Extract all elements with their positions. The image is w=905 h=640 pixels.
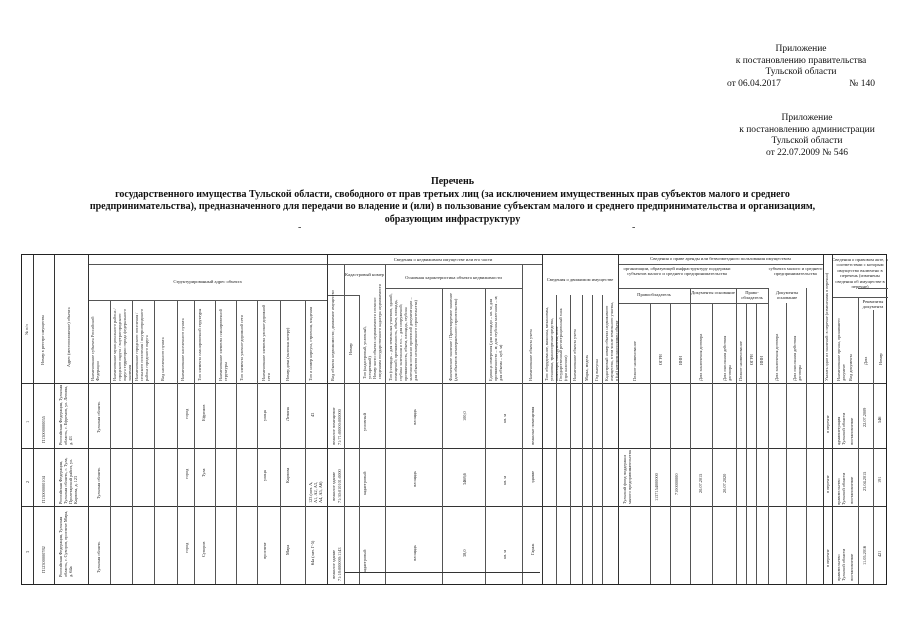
cell-settlement-type: город bbox=[184, 408, 189, 419]
cell-act-number: 421 bbox=[877, 550, 882, 557]
col-header-main-unit: Единица измерения (для площади – кв. м; для протяженности – м; для глубины залегания – м; для объема – куб. м) bbox=[488, 295, 503, 381]
col-header-movable-model: Марка, модель bbox=[584, 354, 589, 381]
col-header-act-kind: Вид документа bbox=[848, 354, 853, 381]
column-rule bbox=[736, 288, 737, 584]
group-header-main-characteristic: Основная характеристика объекта недвижимости bbox=[405, 275, 502, 280]
col-header-main-type: Тип (площадь – для земельных участков, зданий, помещений; протяженность, объем, площадь, глубина залегания и т.п. – для сооружений; протяженность, объем, площадь, глубина залегания согласно проектной документации – для объектов незавершенного строительства) bbox=[388, 293, 418, 381]
column-rule bbox=[746, 303, 747, 584]
cell-act-kind: постановление bbox=[849, 417, 854, 445]
column-rule bbox=[542, 255, 543, 584]
group-header-holder2: Право-обладатель bbox=[741, 290, 763, 301]
col-header-movable-plate: Государственный регистрационный знак (при наличии) bbox=[558, 308, 568, 381]
cell-act-date: 23.04.2015 bbox=[862, 471, 867, 491]
header-government-decree bbox=[727, 44, 875, 90]
column-rule bbox=[132, 300, 133, 584]
col-header-movable-cadastral: Кадастровый номер объекта недвижимого имущества, в том числе земельного участка, в (на) котором расположен объект bbox=[604, 301, 619, 381]
col-header-cadastral-number: Номер bbox=[348, 343, 353, 355]
column-rule bbox=[280, 300, 281, 584]
group-header-act-requisites: Реквизиты документа bbox=[862, 299, 884, 310]
column-rule bbox=[327, 255, 328, 584]
cell-cadastral: 71:30:010101:0000 bbox=[337, 469, 342, 503]
cell-main-type: площадь bbox=[412, 471, 417, 487]
column-rule bbox=[215, 300, 216, 584]
column-rule bbox=[768, 288, 769, 584]
cell-object-kind: нежилое помещение bbox=[331, 407, 336, 445]
column-rule bbox=[305, 300, 306, 584]
col-header-holder2-fullname: Полное наименование bbox=[738, 341, 743, 381]
cell-street-type: проспект bbox=[262, 542, 267, 559]
group-header-act: Сведения о правовом акте, в соответствии с которым имущество включено в перечень (изменены сведения об имуществе в перечне) bbox=[832, 257, 888, 290]
column-rule bbox=[858, 297, 859, 584]
cell-cadastral-type: кадастровый bbox=[362, 549, 367, 573]
column-rule bbox=[33, 255, 34, 584]
col-header-act-number: Номер bbox=[878, 353, 883, 365]
cell-subject: Тульская область bbox=[96, 467, 101, 499]
cell-cadastral: 71:71:00000:000000 bbox=[337, 409, 342, 445]
cell-holder-name: Тульский фонд поддержки малого предпринимательства bbox=[622, 450, 632, 504]
col-header-list-flag: Указать одно из значений: в перечне (изменениях в перечни) bbox=[824, 272, 829, 381]
col-header-cadastral-type: Тип (кадастровый, условный, устаревший) bbox=[362, 326, 372, 379]
cell-act-date: 11.05.2016 bbox=[862, 545, 867, 565]
cell-main-unit: кв. м bbox=[502, 414, 507, 423]
column-rule bbox=[756, 303, 757, 584]
title-line2: государственного имущества Тульской области, свободного от прав третьих лиц (за исключением имущественных прав субъектов малого и среднего bbox=[115, 188, 790, 200]
cell-main-unit: кв. м bbox=[502, 476, 507, 485]
column-rule bbox=[806, 288, 807, 584]
header-admin-line4: от 22.07.2009 № 546 bbox=[766, 147, 848, 158]
cell-number: 3 bbox=[25, 550, 30, 553]
cell-act-number: 191 bbox=[877, 476, 882, 483]
cell-registry: П12300000782 bbox=[41, 546, 46, 573]
col-header-part-number: Номер части объекта недвижимости согласно сведениям государственного кадастра недвижимости bbox=[372, 284, 382, 379]
title-line1: Перечень bbox=[430, 176, 475, 187]
cell-act-kind: постановление bbox=[849, 476, 854, 504]
col-header-plan-element-name: Наименование элемента планировочной структуры bbox=[218, 309, 228, 381]
cell-registry: П13000000104 bbox=[41, 476, 46, 503]
cell-main-value: 3468,6 bbox=[462, 473, 467, 485]
cell-address: Российская Федерация, Тульская область, г. Тула, Пролетарский район, ул. Карпова, д. 123 bbox=[58, 457, 78, 504]
column-rule bbox=[442, 288, 443, 584]
col-header-building: Тип и номер корпуса, строения, владения bbox=[308, 307, 313, 381]
title-line3: предпринимательства), предназначенного для передачи во владение и (или) в пользование субъектам малого и среднего предпринимательства и организациям, bbox=[89, 201, 816, 212]
footer-rule bbox=[345, 572, 540, 573]
header-gov-line1: Приложение bbox=[775, 44, 827, 54]
col-header-act-org: Наименование органа, принявшего документ bbox=[836, 318, 846, 381]
group-header-realty: Сведения о недвижимом имуществе или его части bbox=[393, 257, 493, 262]
cell-doc-start: 20.07.2015 bbox=[698, 473, 703, 493]
col-header-holder-ogrn: ОГРН bbox=[658, 354, 663, 365]
col-header-holder-fullname: Полное наименование bbox=[632, 341, 637, 381]
column-rule bbox=[570, 295, 571, 584]
header-gov-line3: Тульской области bbox=[765, 67, 837, 77]
col-header-street-type: Тип элемента улично-дорожной сети bbox=[239, 315, 244, 381]
cell-holder-inn: 7100000000 bbox=[674, 473, 679, 495]
header-rule bbox=[385, 288, 522, 289]
column-rule bbox=[832, 255, 833, 584]
col-header-house-number: Номер дома (включая литеру) bbox=[285, 327, 290, 381]
document-title bbox=[20, 176, 885, 226]
cell-street: Карпова bbox=[285, 467, 290, 483]
cell-settlement-type: город bbox=[184, 468, 189, 479]
col-header-address: Адрес (местоположение) объекта bbox=[66, 307, 71, 367]
cell-main-type: площадь bbox=[412, 545, 417, 561]
header-rule bbox=[327, 264, 542, 265]
header-admin-line3: Тульской области bbox=[771, 136, 843, 146]
cell-address: Российская Федерация, Тульская область, г. Ефремов, ул. Ленина, д. 43 bbox=[58, 384, 73, 445]
cell-cadastral-type: кадастровый bbox=[362, 471, 367, 495]
col-header-movable-year: Год выпуска bbox=[594, 358, 599, 381]
cell-act-org: правительство Тульской области bbox=[836, 548, 846, 581]
cell-settlement: Суворов bbox=[201, 541, 206, 557]
col-header-object-name: Наименование объекта учета bbox=[528, 329, 533, 381]
column-rule bbox=[786, 303, 787, 584]
column-rule bbox=[177, 300, 178, 584]
cell-cadastral-type: условный bbox=[362, 413, 367, 431]
cell-house: 123 (лит. А, А1, А2, А3, А4, А5, А6) bbox=[308, 481, 323, 503]
group-header-sme: субъекта малого и среднего предпринимательства bbox=[768, 266, 823, 277]
group-header-movable: Сведения о движимом имуществе bbox=[546, 277, 614, 282]
cell-object-kind: нежилое здание bbox=[331, 549, 336, 579]
cell-list-flag: в перечне bbox=[825, 415, 830, 433]
column-rule bbox=[582, 295, 583, 584]
scan-mark: - bbox=[632, 222, 636, 233]
column-rule bbox=[54, 255, 55, 584]
group-header-infrastructure-org: организации, образующей инфраструктуру поддержки субъектов малого и среднего предпринимательства bbox=[623, 266, 731, 277]
col-header-subject: Наименование субъекта Российской Федерации bbox=[90, 316, 100, 381]
cell-settlement-type: город bbox=[184, 542, 189, 553]
col-header-settlement-area: Наименование городского поселения / сельского поселения / внутригородского района городского округа bbox=[134, 308, 149, 381]
cell-main-type: площадь bbox=[412, 409, 417, 425]
cell-address: Российская Федерация, Тульская область, г. Суворов, проспект Мира, д. 64а bbox=[58, 510, 73, 577]
group-header-rights: Сведения о праве аренды или безвозмездного пользования имуществом bbox=[650, 256, 791, 261]
header-rule bbox=[618, 288, 768, 289]
col-header-movable-type: Тип: оборудование, машины, механизмы, установки, транспортные средства, инвентарь, инструменты, иное bbox=[544, 307, 559, 381]
cell-act-org: администрация Тульской области bbox=[836, 412, 846, 445]
cell-street: Ленина bbox=[285, 407, 290, 421]
col-header-doc2-end: Дата окончания действия договора bbox=[792, 335, 802, 381]
header-admin-line1: Приложение bbox=[781, 113, 833, 123]
column-rule bbox=[602, 295, 603, 584]
cell-act-date: 22.07.2009 bbox=[862, 407, 867, 427]
cell-main-value: 100,0 bbox=[462, 411, 467, 421]
cell-cadastral: 71:18:000000:1143 bbox=[337, 547, 342, 581]
cell-act-kind: постановление bbox=[849, 553, 854, 581]
cell-number: 2 bbox=[25, 480, 30, 483]
scan-mark: - bbox=[298, 222, 302, 233]
column-rule bbox=[385, 264, 386, 584]
col-header-object-kind: Вид объекта недвижимости; движимое имущество bbox=[330, 290, 335, 381]
title-line4: образующим инфраструктуру bbox=[384, 213, 521, 225]
cell-object-name: здание bbox=[530, 470, 535, 483]
col-header-holder2-inn: ИНН bbox=[759, 355, 764, 365]
header-rule bbox=[832, 297, 888, 298]
cell-main-unit: кв. м bbox=[502, 550, 507, 559]
col-header-settlement-name: Наименование населенного пункта bbox=[180, 318, 185, 381]
cell-object-name: Гараж bbox=[530, 543, 535, 555]
cell-street-type: улица bbox=[262, 470, 267, 481]
column-rule bbox=[88, 255, 89, 584]
header-gov-date: от 06.04.2017 bbox=[727, 78, 781, 89]
group-header-cadastral: Кадастровый номер bbox=[345, 272, 384, 277]
header-rule bbox=[618, 264, 823, 265]
cell-holder-ogrn: 1137154000000 bbox=[654, 473, 659, 501]
col-header-holder-inn: ИНН bbox=[678, 355, 683, 365]
column-rule bbox=[257, 300, 258, 584]
cell-settlement: Ефремов bbox=[201, 404, 206, 421]
column-rule bbox=[359, 295, 360, 584]
col-header-act-date: Дата bbox=[863, 356, 868, 365]
header-admin-line2: к постановлению администрации bbox=[739, 124, 875, 135]
column-rule bbox=[650, 303, 651, 584]
group-header-docs1: Документы основание bbox=[691, 290, 735, 295]
column-rule bbox=[344, 264, 345, 584]
group-header-holder1: Правообладатель bbox=[637, 292, 671, 297]
cell-number: 1 bbox=[25, 420, 30, 423]
col-header-street-name: Наименование элемента улично-дорожной сети bbox=[261, 304, 271, 381]
col-header-plan-element-type: Тип элемента планировочной структуры bbox=[197, 308, 202, 381]
column-rule bbox=[110, 300, 111, 584]
col-header-doc-start: Дата заключения договора bbox=[698, 333, 703, 381]
column-rule bbox=[592, 295, 593, 584]
cell-street: Мира bbox=[285, 544, 290, 555]
header-gov-number: № 140 bbox=[849, 78, 875, 89]
column-rule bbox=[690, 288, 691, 584]
cell-doc-end: 20.07.2020 bbox=[722, 473, 727, 493]
property-list-table bbox=[21, 254, 887, 585]
cell-subject: Тульская область bbox=[96, 401, 101, 433]
col-header-main-value: Фактическое значение / Проектируемое значение (для объектов незавершенного строительства) bbox=[448, 293, 458, 381]
cell-street-type: улица bbox=[262, 410, 267, 421]
column-rule bbox=[873, 310, 874, 584]
group-header-docs2: Документы основание bbox=[775, 290, 799, 301]
column-rule bbox=[485, 288, 486, 584]
cell-act-number: 546 bbox=[877, 416, 882, 423]
cell-subject: Тульская область bbox=[96, 541, 101, 573]
col-header-holder2-ogrn: ОГРН bbox=[749, 354, 754, 365]
col-header-movable-name: Наименование объекта учета bbox=[572, 329, 577, 381]
col-header-district: Наименование муниципального района / городского округа / внутригородского округа территории города федерального значения bbox=[112, 308, 132, 381]
cell-object-name: нежилые помещения bbox=[530, 406, 535, 445]
col-header-registry: Номер в реестре имущества bbox=[40, 314, 45, 365]
cell-house: 64а (лит. Г-5) bbox=[310, 540, 315, 565]
cell-registry: П13000000055 bbox=[41, 416, 46, 443]
col-header-doc2-start: Дата заключения договора bbox=[774, 333, 779, 381]
column-rule bbox=[194, 300, 195, 584]
header-administration-decree bbox=[733, 113, 881, 159]
col-header-number: № п/п bbox=[24, 324, 29, 335]
cell-act-org: правительство Тульской области bbox=[836, 472, 846, 505]
cell-list-flag: в перечне bbox=[825, 549, 830, 567]
cell-main-value: 38,0 bbox=[462, 549, 467, 557]
cell-list-flag: в перечне bbox=[825, 475, 830, 493]
cell-house: 43 bbox=[310, 412, 315, 417]
column-rule bbox=[670, 303, 671, 584]
column-rule bbox=[712, 303, 713, 584]
header-gov-line2: к постановлению правительства bbox=[735, 55, 867, 66]
header-rule bbox=[88, 264, 327, 265]
column-rule bbox=[236, 300, 237, 584]
column-rule bbox=[154, 300, 155, 584]
cell-settlement: Тула bbox=[201, 468, 206, 477]
col-header-doc-end: Дата окончания действия договора bbox=[722, 335, 732, 381]
col-header-settlement-type: Вид населенного пункта bbox=[160, 337, 165, 381]
cell-object-kind: нежилое здание bbox=[331, 471, 336, 501]
group-header-structured-address: Структурированный адрес объекта bbox=[173, 279, 242, 284]
column-rule bbox=[522, 264, 523, 584]
